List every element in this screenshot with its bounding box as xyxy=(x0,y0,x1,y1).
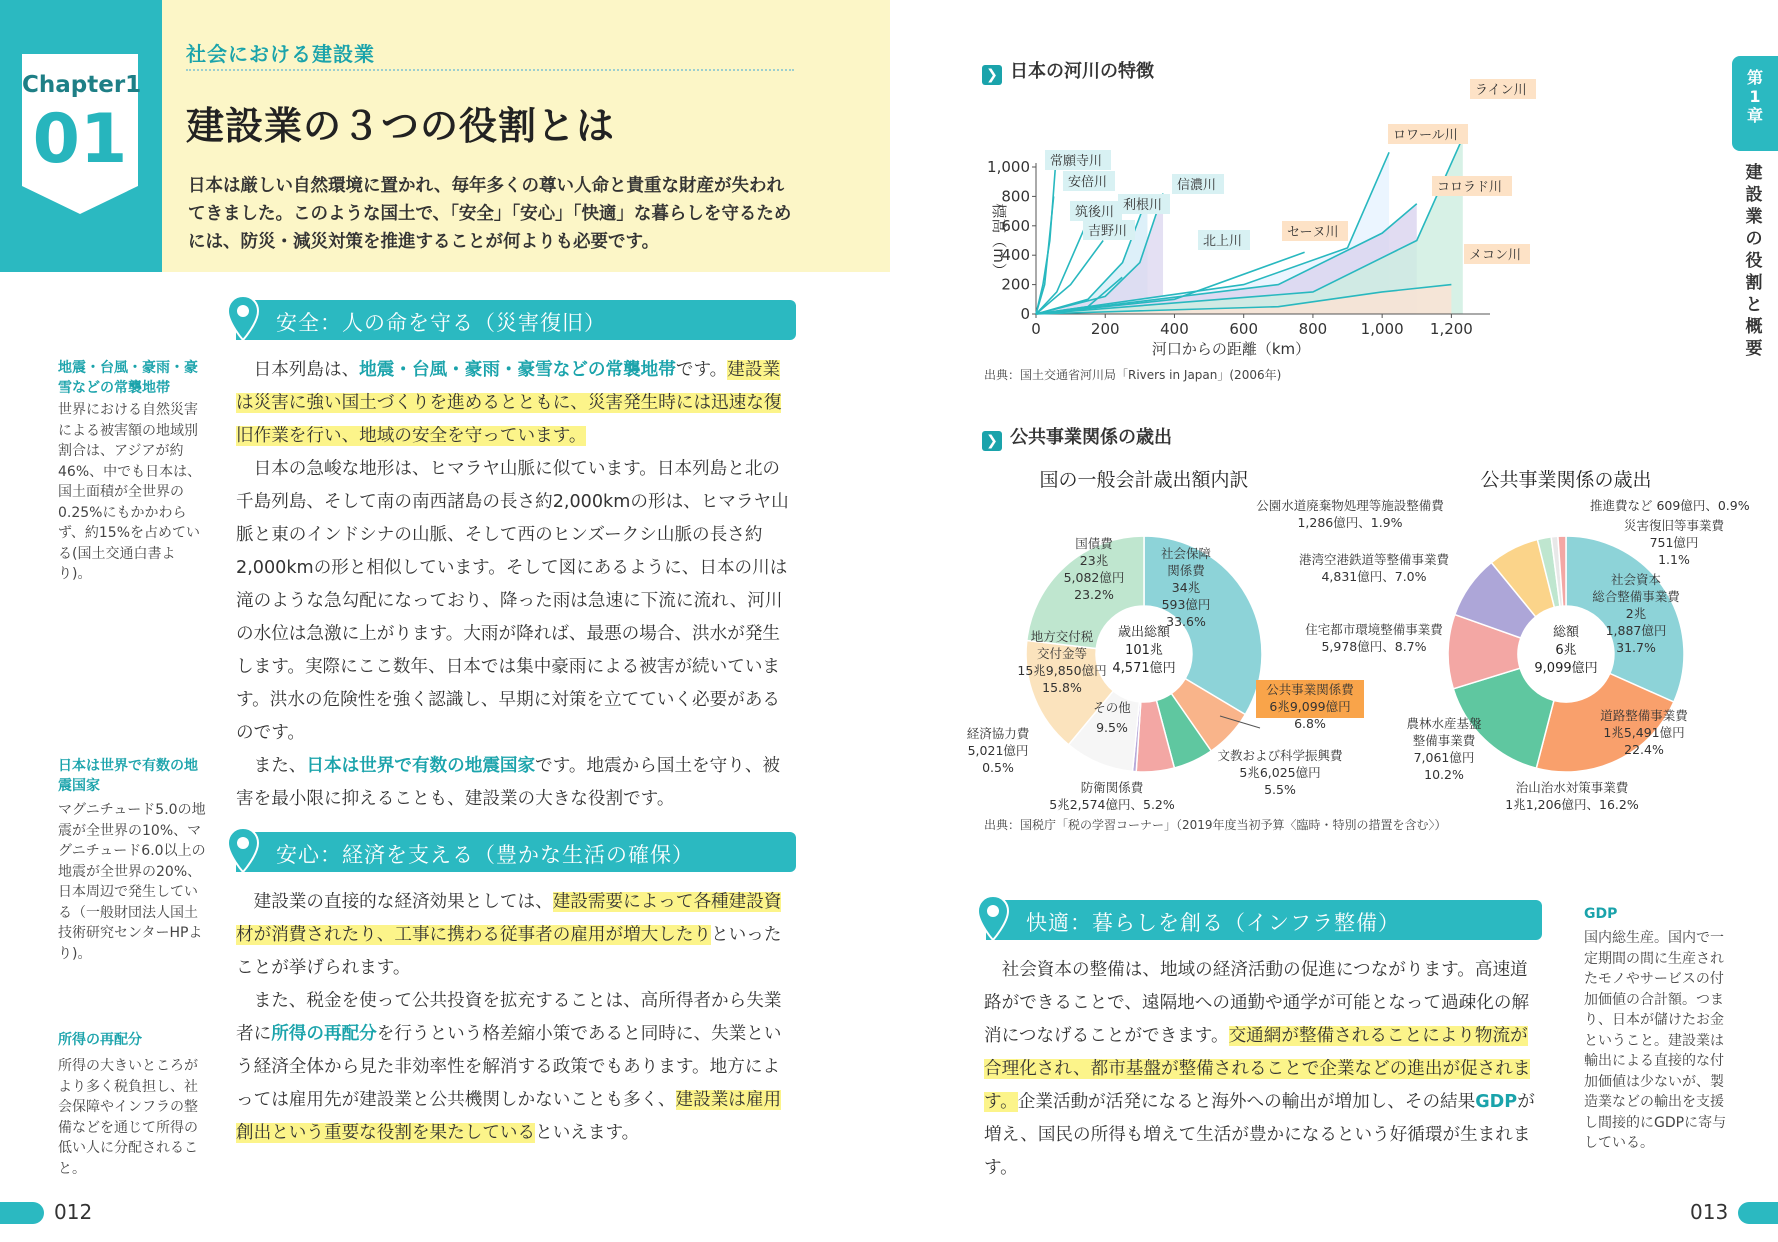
pie-center-label: 総額 xyxy=(1552,625,1580,640)
chapter-label: Chapter1 xyxy=(22,72,142,98)
pie-source: 出典：国税庁「税の学習コーナー」（2019年度当初予算〈臨時・特別の措置を含む〉） xyxy=(984,818,1447,832)
pie-title: 公共事業関係の歳出 xyxy=(1480,469,1652,491)
slice-label: 総合整備事業費 xyxy=(1592,589,1680,604)
figure-title-text: 日本の河川の特徴 xyxy=(1010,61,1154,82)
slice-label: 5.5% xyxy=(1264,782,1296,797)
slice-label: 9.5% xyxy=(1096,720,1128,735)
river-line xyxy=(1036,167,1055,314)
slice-label: 2兆 xyxy=(1625,606,1647,621)
highlight: 建設業は雇用創出という重要な役割を果たしている xyxy=(236,1090,782,1143)
text: 企業活動が活発になると海外への輸出が増加し、その結果 xyxy=(1017,1092,1476,1112)
text: です。 xyxy=(675,360,728,380)
slice-label: 33.6% xyxy=(1166,614,1206,629)
slice-label: 5兆6,025億円 xyxy=(1239,765,1321,780)
slice-label: 15兆9,850億円 xyxy=(1017,663,1107,678)
x-tick-label: 0 xyxy=(1031,320,1041,338)
slice-label: 文教および科学振興費 xyxy=(1217,748,1343,763)
section-title: 安全：人の命を守る（災害復旧） xyxy=(276,311,606,335)
river-label: コロラド川 xyxy=(1437,180,1503,195)
slice-label: 5,021億円 xyxy=(967,743,1029,758)
x-tick-label: 800 xyxy=(1298,320,1328,338)
pie-center-label: 9,099億円 xyxy=(1534,661,1598,676)
slice-label: 地方交付税 xyxy=(1030,629,1094,644)
slice-label: 6兆9,099億円 xyxy=(1269,699,1351,714)
slice-label: 34兆 xyxy=(1171,580,1201,595)
slice-label: 6.8% xyxy=(1294,716,1326,731)
pie-center-label: 4,571億円 xyxy=(1112,661,1176,676)
slice-label: 5,978億円、8.7% xyxy=(1321,639,1427,654)
keyword: 所得の再配分 xyxy=(271,1024,377,1044)
chapter-number: 01 xyxy=(32,100,128,179)
arrow-right-icon: ❯ xyxy=(982,65,1002,85)
highlight: 交通網が整備されることにより物流が合理化され、都市基盤が整備されることで企業などの進出が促されます。 xyxy=(984,1026,1531,1112)
text: を行うという格差縮小策であると同時に、失業という経済全体から見た非効率性を解消する政策でもあります。地方によっては雇用先が建設業と公共機関しかないことも多く、 xyxy=(236,1024,782,1110)
slice-label: 治山治水対策事業費 xyxy=(1515,780,1629,795)
slice-label: 1,887億円 xyxy=(1605,623,1667,638)
river-label: 信濃川 xyxy=(1177,178,1217,193)
slice-label: 1.1% xyxy=(1658,552,1690,567)
slice-label: 1,286億円、1.9% xyxy=(1297,515,1403,530)
slice-label: 751億円 xyxy=(1649,535,1699,550)
keyword: 地震・台風・豪雨・豪雪などの常襲地帯 xyxy=(359,360,676,380)
chapter-tab-label: 第1章 xyxy=(1746,68,1763,125)
x-tick-label: 600 xyxy=(1229,320,1259,338)
paragraph xyxy=(236,985,796,1150)
text: また、税金を使って公共投資を拡充することは、高所得者から失業者に xyxy=(236,991,782,1044)
slice-label: 10.2% xyxy=(1424,767,1464,782)
y-axis-label: 標高（m） xyxy=(990,203,1008,278)
highlight: 建設業は災害に強い国土づくりを進めるとともに、災害発生時には迅速な復旧作業を行い、地域の安全を守っています。 xyxy=(236,360,782,446)
slice-label: 23兆 xyxy=(1079,553,1109,568)
x-axis-label: 河口からの距離（km） xyxy=(1151,340,1311,358)
sidebar-body: 国内総生産。国内で一定期間の間に生産されたモノやサービスの付加価値の合計額。つまり、日本が儲けたお金ということ。建設業は輸出による直接的な付加価値は少ないが、製造業などの輸出を支援し間接的にGDPに寄与している。 xyxy=(1584,930,1727,1151)
page-footer-bar xyxy=(1738,1202,1778,1224)
slice-label: 農林水産基盤 xyxy=(1406,716,1482,731)
paragraph xyxy=(984,954,1544,1185)
pie-center-label: 101兆 xyxy=(1125,643,1163,658)
slice-label: 22.4% xyxy=(1624,742,1664,757)
slice-label: 5,082億円 xyxy=(1063,570,1125,585)
pie-center-label: 歳出総額 xyxy=(1117,625,1171,640)
map-pin-icon xyxy=(226,294,260,344)
title-divider xyxy=(186,69,794,71)
sidebar-title: 地震・台風・豪雨・豪雪などの常襲地帯 xyxy=(58,360,198,396)
slice-label: 公共事業関係費 xyxy=(1266,682,1354,697)
x-tick-label: 400 xyxy=(1160,320,1189,338)
text: また、 xyxy=(253,756,307,776)
section-label: 社会における建設業 xyxy=(186,42,375,66)
text: 日本列島は、 xyxy=(253,360,360,380)
slice-label: 経済協力費 xyxy=(966,726,1030,741)
slice-label: 整備事業費 xyxy=(1412,733,1476,748)
section-title: 安心：経済を支える（豊かな生活の確保） xyxy=(276,843,694,867)
slice-label: 1兆5,491億円 xyxy=(1603,725,1685,740)
sidebar-body: マグニチュード5.0の地震が全世界の10%、マグニチュード6.0以上の地震が全世界の20%、日本周辺で発生している（一般財団法人国土技術研究センターHPより)。 xyxy=(58,802,206,962)
y-tick-label: 400 xyxy=(1001,246,1030,265)
map-pin-icon xyxy=(226,826,260,876)
comfort-body xyxy=(984,954,1544,1185)
slice-label: 関係費 xyxy=(1167,563,1205,578)
pie-figure-title xyxy=(982,423,1172,451)
safety-body xyxy=(236,354,796,816)
slice-label: 道路整備事業費 xyxy=(1600,708,1688,723)
text: 建設業の直接的な経済効果としては、 xyxy=(253,892,553,912)
slice-label: 23.2% xyxy=(1074,587,1114,602)
text: といえます。 xyxy=(535,1123,640,1143)
section-header-comfort xyxy=(986,900,1542,940)
y-tick-label: 800 xyxy=(1001,187,1030,206)
x-tick-label: 1,200 xyxy=(1429,320,1473,338)
slice-label: 社会資本 xyxy=(1610,572,1662,587)
slice-label: 593億円 xyxy=(1161,597,1211,612)
slice-label: 推進費など 609億円、0.9% xyxy=(1590,498,1750,513)
text: です。地震から国土を守り、被害を最小限に抑えることも、建設業の大きな役割です。 xyxy=(236,756,781,809)
x-tick-label: 200 xyxy=(1090,320,1120,338)
river-label: ライン川 xyxy=(1475,83,1527,98)
intro-text: 日本は厳しい自然環境に置かれ、毎年多くの尊い人命と貴重な財産が失われてきました。このような国土で、「安全」「安心」「快適」な暮らしを守るためには、防災・減災対策を推進することが何よりも必要です。 xyxy=(188,176,792,252)
slice-label: 国債費 xyxy=(1075,536,1113,551)
paragraph xyxy=(236,886,796,985)
river-label: メコン川 xyxy=(1469,248,1522,263)
highlight: 建設需要によって各種建設資材が消費されたり、工事に携わる従事者の雇用が増大したり xyxy=(236,892,782,945)
river-source: 出典：国土交通省河川局「Rivers in Japan」(2006年) xyxy=(984,368,1282,382)
river-label: ロワール川 xyxy=(1393,128,1458,143)
paragraph xyxy=(236,354,796,453)
arrow-right-icon: ❯ xyxy=(982,431,1002,451)
y-tick-label: 200 xyxy=(1001,275,1030,294)
page-footer-bar xyxy=(0,1202,44,1224)
keyword: 日本は世界で有数の地震国家 xyxy=(306,756,536,776)
text: といったことが挙げられます。 xyxy=(236,925,782,978)
slice-label: 住宅都市環境整備事業費 xyxy=(1305,622,1443,637)
page-number-left: 012 xyxy=(54,1200,93,1224)
slice-label: 公園水道廃棄物処理等施設整備費 xyxy=(1256,498,1444,513)
river-label: 利根川 xyxy=(1123,198,1163,213)
y-tick-label: 600 xyxy=(1001,216,1030,235)
river-label: 常願寺川 xyxy=(1050,154,1103,169)
y-tick-label: 1,000 xyxy=(987,158,1030,176)
paragraph: 日本の急峻な地形は、ヒマラヤ山脈に似ています。日本列島と北の千島列島、そして南の南西諸島の長さ約2,000kmの形は、ヒマラヤ山脈と東のインドシナの山脈、そして西のヒンズークシ山脈の長さ約2,000kmの形と相似しています。そして図にあるように、日本の川は滝のような急勾配になっており、降った雨は急速に下流に流れ、河川の水位は急激に上がります。大雨が降れば、最悪の場合、洪水が発生します。実際にここ数年、日本では集中豪雨による被害が続いています。洪水の危険性を強く認識し、早期に対策を立てていく必要があるのです。 xyxy=(236,459,789,743)
river-label: 安倍川 xyxy=(1068,175,1108,190)
page-number-right: 013 xyxy=(1690,1200,1729,1224)
river-line xyxy=(1036,226,1086,314)
paragraph xyxy=(236,750,796,816)
slice-label: 1兆1,206億円、16.2% xyxy=(1505,797,1639,812)
river-label: 筑後川 xyxy=(1075,205,1115,220)
x-tick-label: 1,000 xyxy=(1360,320,1404,338)
slice-label: 社会保障 xyxy=(1160,546,1212,561)
text: 社会資本の整備は、地域の経済活動の促進につながります。高速道路ができることで、遠隔地への通勤や通学が可能となって過疎化の解消につなげることができます。 xyxy=(984,960,1530,1046)
slice-label: その他 xyxy=(1093,700,1131,715)
slice-label: 5兆2,574億円、5.2% xyxy=(1049,797,1175,812)
pie-charts xyxy=(966,458,1750,818)
slice-label: 31.7% xyxy=(1616,640,1656,655)
slice-label: 災害復旧等事業費 xyxy=(1623,518,1725,533)
slice-label: 防衛関係費 xyxy=(1080,780,1144,795)
section-header-security xyxy=(236,832,796,872)
section-header-safety xyxy=(236,300,796,340)
figure-title-text: 公共事業関係の歳出 xyxy=(1010,427,1172,448)
sidebar-body: 世界における自然災害による被害額の地域別割合は、アジアが約46%、中でも日本は、国土面積が全世界の0.25%にもかかわらず、約15%を占めている(国土交通白書より)。 xyxy=(58,402,202,582)
slice-label: 交付金等 xyxy=(1036,646,1088,661)
chapter-vertical-title: 建設業の役割と概要 xyxy=(1745,163,1763,359)
page-title: 建設業の３つの役割とは xyxy=(186,104,616,148)
keyword: GDP xyxy=(1475,1092,1518,1112)
slice-label: 7,061億円 xyxy=(1413,750,1475,765)
map-pin-icon xyxy=(976,894,1010,944)
river-label: 吉野川 xyxy=(1088,224,1128,239)
security-body xyxy=(236,886,796,1150)
section-title: 快適：暮らしを創る（インフラ整備） xyxy=(1026,911,1400,935)
sidebar-title: 日本は世界で有数の地震国家 xyxy=(58,758,198,794)
slice-label: 0.5% xyxy=(982,760,1014,775)
sidebar-title: 所得の再配分 xyxy=(58,1032,142,1048)
river-label: セーヌ川 xyxy=(1287,225,1339,240)
slice-label: 4,831億円、7.0% xyxy=(1321,569,1427,584)
text: が増え、国民の所得も増えて生活が豊かになるという好循環が生まれます。 xyxy=(984,1092,1535,1178)
river-line xyxy=(1036,196,1054,314)
y-tick-label: 0 xyxy=(1020,305,1030,323)
slice-label: 港湾空港鉄道等整備事業費 xyxy=(1298,552,1450,567)
pie-title: 国の一般会計歳出額内訳 xyxy=(1039,469,1249,491)
sidebar-title: GDP xyxy=(1584,906,1618,922)
river-label: 北上川 xyxy=(1203,234,1243,249)
sidebar-body: 所得の大きいところがより多く税負担し、社会保障やインフラの整備などを通じて所得の低い人に分配されること。 xyxy=(58,1058,198,1177)
slice-label: 15.8% xyxy=(1042,680,1082,695)
river-chart xyxy=(970,70,1570,370)
pie-center-label: 6兆 xyxy=(1555,643,1577,658)
